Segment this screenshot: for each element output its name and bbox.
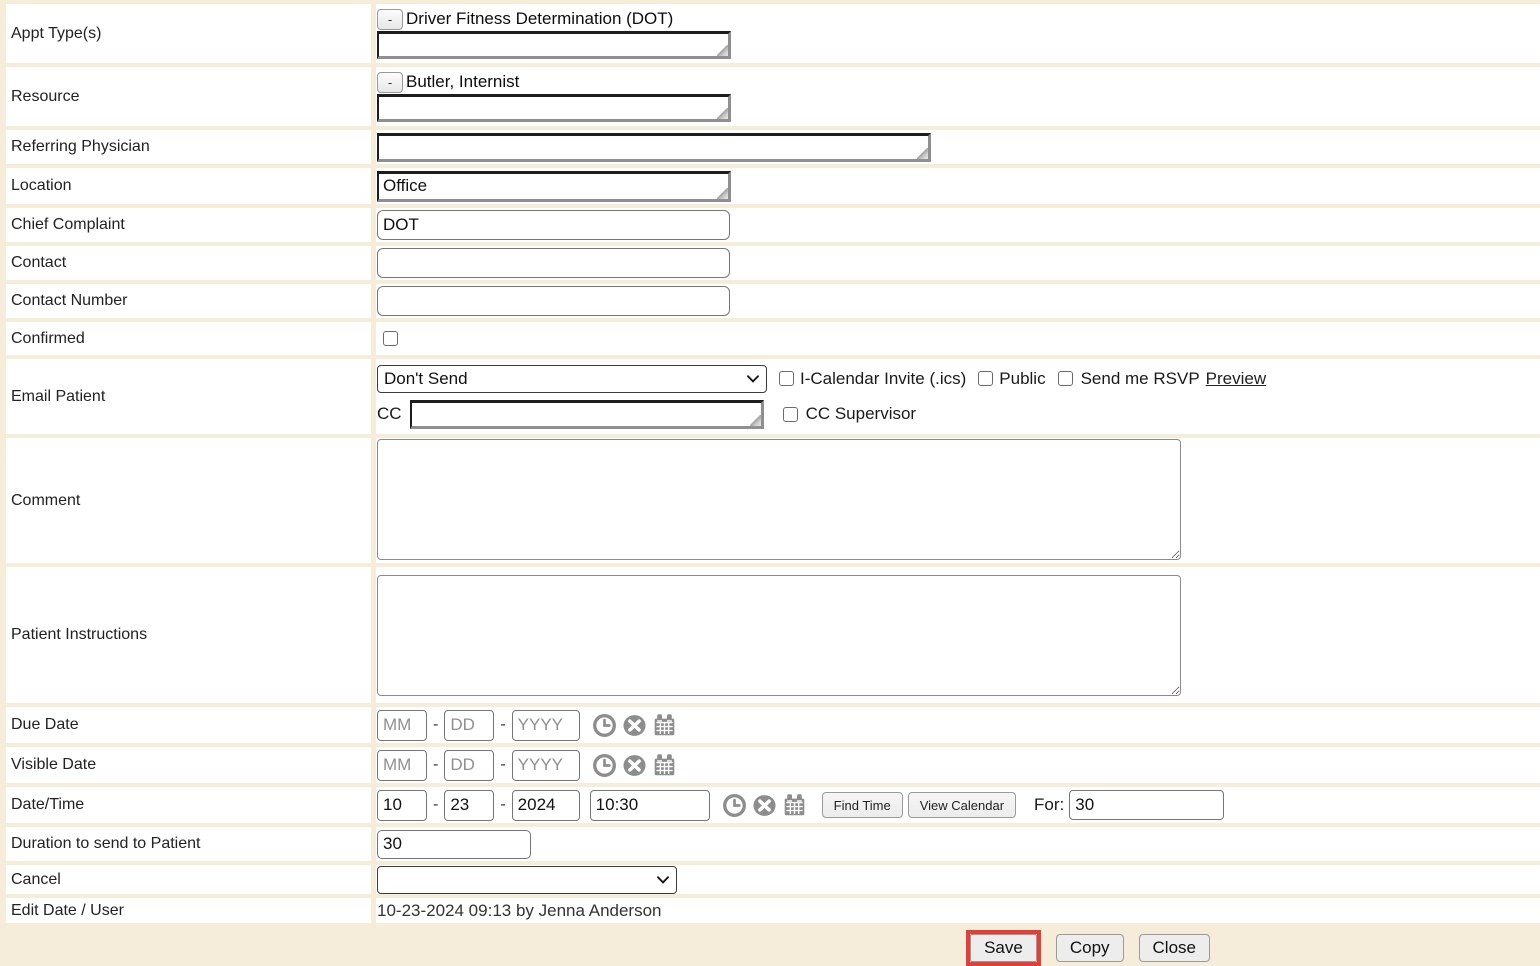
row-visible-date: [0, 747, 1540, 783]
cancel-select[interactable]: [377, 866, 677, 894]
row-comment: [0, 438, 1540, 563]
visible-date-month-input[interactable]: [377, 750, 427, 781]
appt-type-label: Appt Type(s): [6, 4, 371, 63]
row-duration: [0, 827, 1540, 861]
row-due-date: [0, 707, 1540, 743]
clear-icon[interactable]: [752, 793, 777, 818]
appt-type-select-box[interactable]: [377, 31, 731, 59]
row-location: [0, 168, 1540, 204]
clear-icon[interactable]: [622, 713, 647, 738]
duration-label: Duration to send to Patient: [6, 827, 371, 861]
public-checkbox[interactable]: [978, 371, 993, 386]
due-date-month-input[interactable]: [377, 710, 427, 741]
view-calendar-button[interactable]: View Calendar: [908, 792, 1016, 818]
contact-number-input[interactable]: [377, 286, 730, 316]
clock-icon[interactable]: [722, 793, 747, 818]
email-patient-label: Email Patient: [6, 359, 371, 434]
edit-info-value: 10-23-2024 09:13 by Jenna Anderson: [377, 900, 662, 920]
row-edit-info: [0, 898, 1540, 923]
email-send-select[interactable]: [377, 365, 767, 393]
footer-actions: [0, 930, 1540, 966]
remove-appt-type-button[interactable]: -: [377, 9, 403, 30]
close-button[interactable]: Close: [1139, 934, 1210, 962]
comment-textarea[interactable]: [377, 439, 1181, 560]
clear-icon[interactable]: [622, 753, 647, 778]
patient-instructions-label: Patient Instructions: [6, 567, 371, 703]
clock-icon[interactable]: [592, 753, 617, 778]
row-date-time: [0, 787, 1540, 823]
appt-time-input[interactable]: [590, 790, 710, 821]
remove-resource-button[interactable]: -: [377, 72, 403, 93]
copy-button[interactable]: Copy: [1056, 934, 1124, 962]
due-date-day-input[interactable]: [444, 710, 494, 741]
save-highlight-box: [966, 930, 1041, 966]
location-input[interactable]: Office: [377, 171, 731, 202]
appt-year-input[interactable]: [512, 790, 580, 821]
due-date-label: Due Date: [6, 707, 371, 743]
due-date-year-input[interactable]: [512, 710, 580, 741]
edit-info-label: Edit Date / User: [6, 898, 371, 923]
for-label: For:: [1034, 795, 1065, 814]
date-time-label: Date/Time: [6, 787, 371, 823]
row-appt-type: [0, 4, 1540, 63]
save-button[interactable]: Save: [970, 934, 1037, 962]
row-confirmed: [0, 322, 1540, 355]
comment-label: Comment: [6, 438, 371, 563]
find-time-button[interactable]: Find Time: [822, 792, 903, 818]
preview-link[interactable]: Preview: [1205, 368, 1267, 388]
row-contact-number: [0, 284, 1540, 318]
appt-day-input[interactable]: [444, 790, 494, 821]
row-cancel: [0, 865, 1540, 894]
ical-invite-label: I-Calendar Invite (.ics): [800, 368, 967, 388]
cancel-label: Cancel: [6, 865, 371, 894]
calendar-icon[interactable]: [652, 713, 677, 738]
contact-number-label: Contact Number: [6, 284, 371, 318]
confirmed-checkbox[interactable]: [383, 331, 398, 346]
clock-icon[interactable]: [592, 713, 617, 738]
cc-supervisor-checkbox[interactable]: [783, 407, 798, 422]
date-separator: -: [433, 756, 439, 773]
cc-label: CC: [377, 404, 402, 423]
appt-month-input[interactable]: [377, 790, 427, 821]
cc-supervisor-label: CC Supervisor: [805, 404, 917, 423]
chief-complaint-label: Chief Complaint: [6, 208, 371, 242]
patient-instructions-textarea[interactable]: [377, 575, 1181, 696]
referring-physician-input[interactable]: [377, 133, 931, 162]
row-chief-complaint: [0, 208, 1540, 242]
date-separator: -: [433, 796, 439, 813]
date-separator: -: [500, 796, 506, 813]
contact-label: Contact: [6, 246, 371, 280]
send-me-rsvp-checkbox[interactable]: [1058, 371, 1073, 386]
date-separator: -: [500, 716, 506, 733]
contact-input[interactable]: [377, 248, 730, 278]
cc-input[interactable]: [410, 400, 764, 429]
row-resource: [0, 67, 1540, 126]
location-label: Location: [6, 168, 371, 204]
chief-complaint-input[interactable]: [377, 210, 730, 240]
row-email-patient: [0, 359, 1540, 434]
visible-date-day-input[interactable]: [444, 750, 494, 781]
date-separator: -: [500, 756, 506, 773]
calendar-icon[interactable]: [782, 793, 807, 818]
duration-to-send-input[interactable]: [377, 830, 531, 859]
referring-physician-label: Referring Physician: [6, 130, 371, 164]
row-patient-instructions: [0, 567, 1540, 703]
date-separator: -: [433, 716, 439, 733]
resource-select-box[interactable]: [377, 94, 731, 122]
resource-label: Resource: [6, 67, 371, 126]
ical-invite-checkbox[interactable]: [779, 371, 794, 386]
row-referring-physician: [0, 130, 1540, 164]
appt-type-selected: Driver Fitness Determination (DOT): [406, 9, 674, 28]
row-contact: [0, 246, 1540, 280]
resource-selected: Butler, Internist: [406, 72, 520, 91]
confirmed-label: Confirmed: [6, 322, 371, 355]
visible-date-year-input[interactable]: [512, 750, 580, 781]
calendar-icon[interactable]: [652, 753, 677, 778]
visible-date-label: Visible Date: [6, 747, 371, 783]
send-me-rsvp-label: Send me RSVP: [1080, 368, 1200, 388]
public-label: Public: [999, 368, 1046, 388]
appt-duration-input[interactable]: [1069, 790, 1224, 820]
